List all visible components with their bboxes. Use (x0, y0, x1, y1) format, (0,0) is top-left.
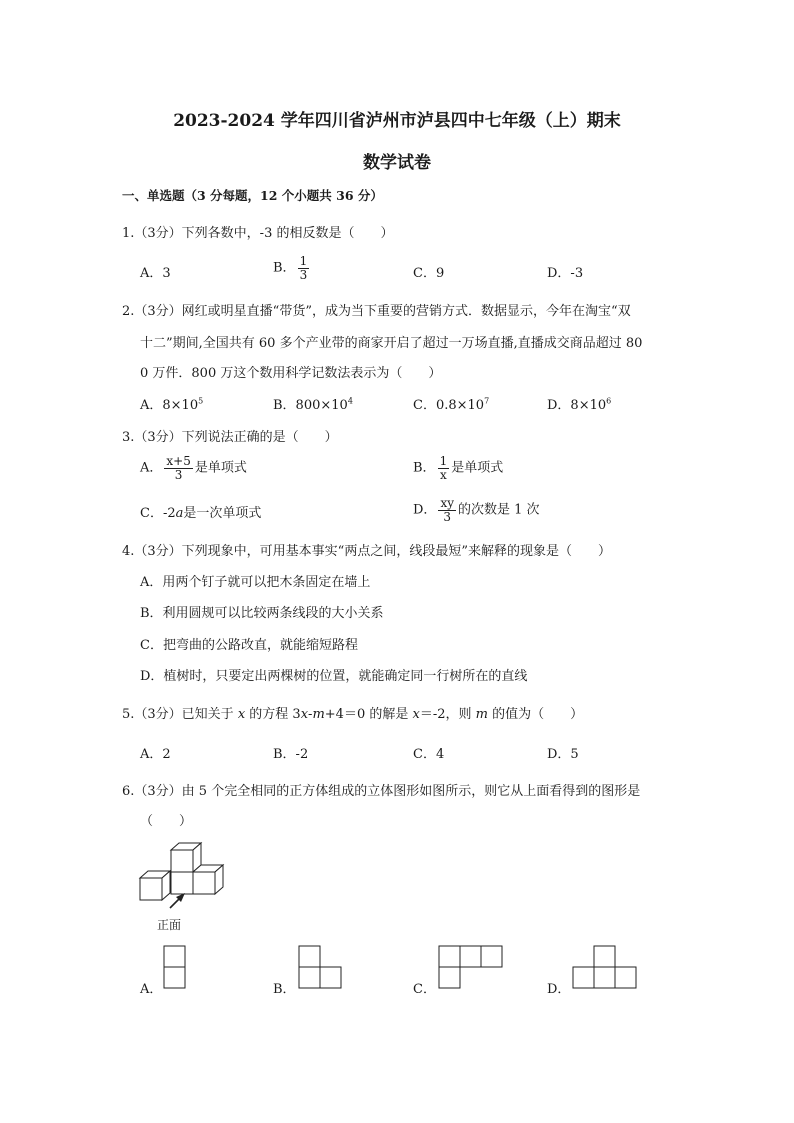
question-2-line-3: 0 万件．800 万这个数用科学记数法表示为（ ） (140, 366, 442, 381)
q5-option-d: D．5 (547, 747, 579, 762)
q3-option-c-prefix: C．-2 (140, 506, 176, 521)
q6-option-d-figure (572, 945, 642, 991)
q4-option-b: B．利用圆规可以比较两条线段的大小关系 (140, 606, 384, 621)
q5-variable-x: x (237, 707, 246, 722)
section-heading: 一、单选题（3 分每题，12 个小题共 36 分） (122, 188, 383, 203)
page-title: 2023-2024 学年四川省泸州市泸县四中七年级（上）期末 (173, 111, 621, 131)
q6-option-a-figure (163, 945, 187, 991)
q3-option-d-suffix: 的次数是 1 次 (457, 502, 540, 518)
q2-option-d-exponent: 6 (606, 396, 612, 406)
fraction-denominator: x (439, 467, 447, 482)
q6-option-b-figure (298, 945, 346, 991)
q3-option-b-suffix: 是单项式 (451, 460, 504, 476)
q3-option-a (140, 455, 247, 481)
q5-option-c: C．4 (413, 747, 445, 762)
q6-option-b-label: B． (273, 982, 296, 997)
q5-variable-m: m (312, 707, 325, 722)
q1-option-b-fraction (298, 255, 310, 281)
q5-stem-text: 5.（3分）已知关于 (122, 707, 238, 722)
question-2-line-1: 2.（3分）网红或明星直播“带货”，成为当下重要的营销方式．数据显示，今年在淘宝“双 (122, 304, 631, 319)
q3-option-c-suffix: 是一次单项式 (183, 506, 262, 521)
figure-front-label: 正面 (157, 918, 182, 932)
q2-option-d-base: D．8×10 (547, 398, 607, 413)
q2-option-b-exponent: 4 (347, 396, 353, 406)
q2-option-d (547, 394, 611, 413)
fraction-denominator: 3 (299, 267, 308, 282)
q6-option-d-label: D． (547, 982, 571, 997)
fraction-denominator: 3 (443, 509, 452, 524)
q5-stem-text: 的值为（ ） (487, 707, 584, 722)
q2-option-a (140, 394, 203, 413)
q5-stem-text: - (308, 707, 313, 722)
fraction-denominator: 3 (174, 467, 183, 482)
question-2-line-2: 十二”期间,全国共有 60 多个产业带的商家开启了超过一万场直播,直播成交商品超过 80 (140, 336, 643, 351)
q2-option-a-base: A．8×10 (140, 398, 199, 413)
q2-option-c-exponent: 7 (484, 396, 490, 406)
question-1-stem: 1.（3分）下列各数中，-3 的相反数是（ ） (122, 226, 394, 241)
question-3-stem: 3.（3分）下列说法正确的是（ ） (122, 430, 338, 445)
q5-variable-m: m (475, 707, 488, 722)
q5-variable-x: x (412, 707, 420, 722)
q1-option-c: C．9 (413, 266, 445, 281)
page-subtitle: 数学试卷 (363, 153, 431, 173)
q3-option-c (140, 502, 261, 521)
question-6-line-1: 6.（3分）由 5 个完全相同的正方体组成的立体图形如图所示，则它从上面看得到的图形是 (122, 784, 641, 799)
q1-option-a: A．3 (140, 266, 171, 281)
fraction-numerator: x+5 (166, 454, 191, 468)
q6-option-a-label: A． (140, 982, 163, 997)
q5-stem-text: 的方程 3 (245, 707, 301, 722)
q5-stem-text: ＝-2，则 (419, 707, 476, 722)
q3-option-b-prefix: B． (413, 460, 436, 476)
q2-option-b (273, 394, 353, 413)
q3-option-c-variable: a (175, 506, 184, 521)
q5-stem-text: +4＝0 的解是 (324, 707, 413, 722)
q3-option-b-fraction (438, 455, 450, 481)
q2-option-c-base: C．0.8×10 (413, 398, 485, 413)
q3-option-d-prefix: D． (413, 502, 437, 518)
q3-option-a-suffix: 是单项式 (194, 460, 247, 476)
q3-option-a-prefix: A． (140, 460, 163, 476)
q5-option-b: B．-2 (273, 747, 309, 762)
q5-option-a: A．2 (140, 747, 171, 762)
question-5-stem (122, 703, 583, 722)
q6-option-c-figure (438, 945, 508, 991)
q2-option-c (413, 394, 489, 413)
q1-option-d: D．-3 (547, 266, 584, 281)
cube-figure (136, 840, 236, 910)
q6-option-c-label: C． (413, 982, 436, 997)
q1-option-b (273, 255, 311, 281)
q1-option-b-prefix: B． (273, 260, 296, 276)
question-4-stem: 4.（3分）下列现象中，可用基本事实“两点之间，线段最短”来解释的现象是（ ） (122, 544, 611, 559)
q3-option-d-fraction (438, 497, 456, 523)
q3-option-d (413, 497, 540, 523)
question-6-line-2: （ ） (140, 814, 193, 829)
q2-option-a-exponent: 5 (198, 396, 204, 406)
q4-option-a: A．用两个钉子就可以把木条固定在墙上 (140, 575, 371, 590)
fraction-numerator: 1 (439, 454, 448, 468)
fraction-numerator: xy (440, 496, 454, 510)
q4-option-c: C．把弯曲的公路改直，就能缩短路程 (140, 638, 358, 653)
q3-option-b (413, 455, 503, 481)
fraction-numerator: 1 (299, 254, 308, 268)
q4-option-d: D．植树时，只要定出两棵树的位置，就能确定同一行树所在的直线 (140, 669, 528, 684)
q2-option-b-base: B．800×10 (273, 398, 348, 413)
q5-variable-x: x (300, 707, 309, 722)
q3-option-a-fraction (164, 455, 192, 481)
